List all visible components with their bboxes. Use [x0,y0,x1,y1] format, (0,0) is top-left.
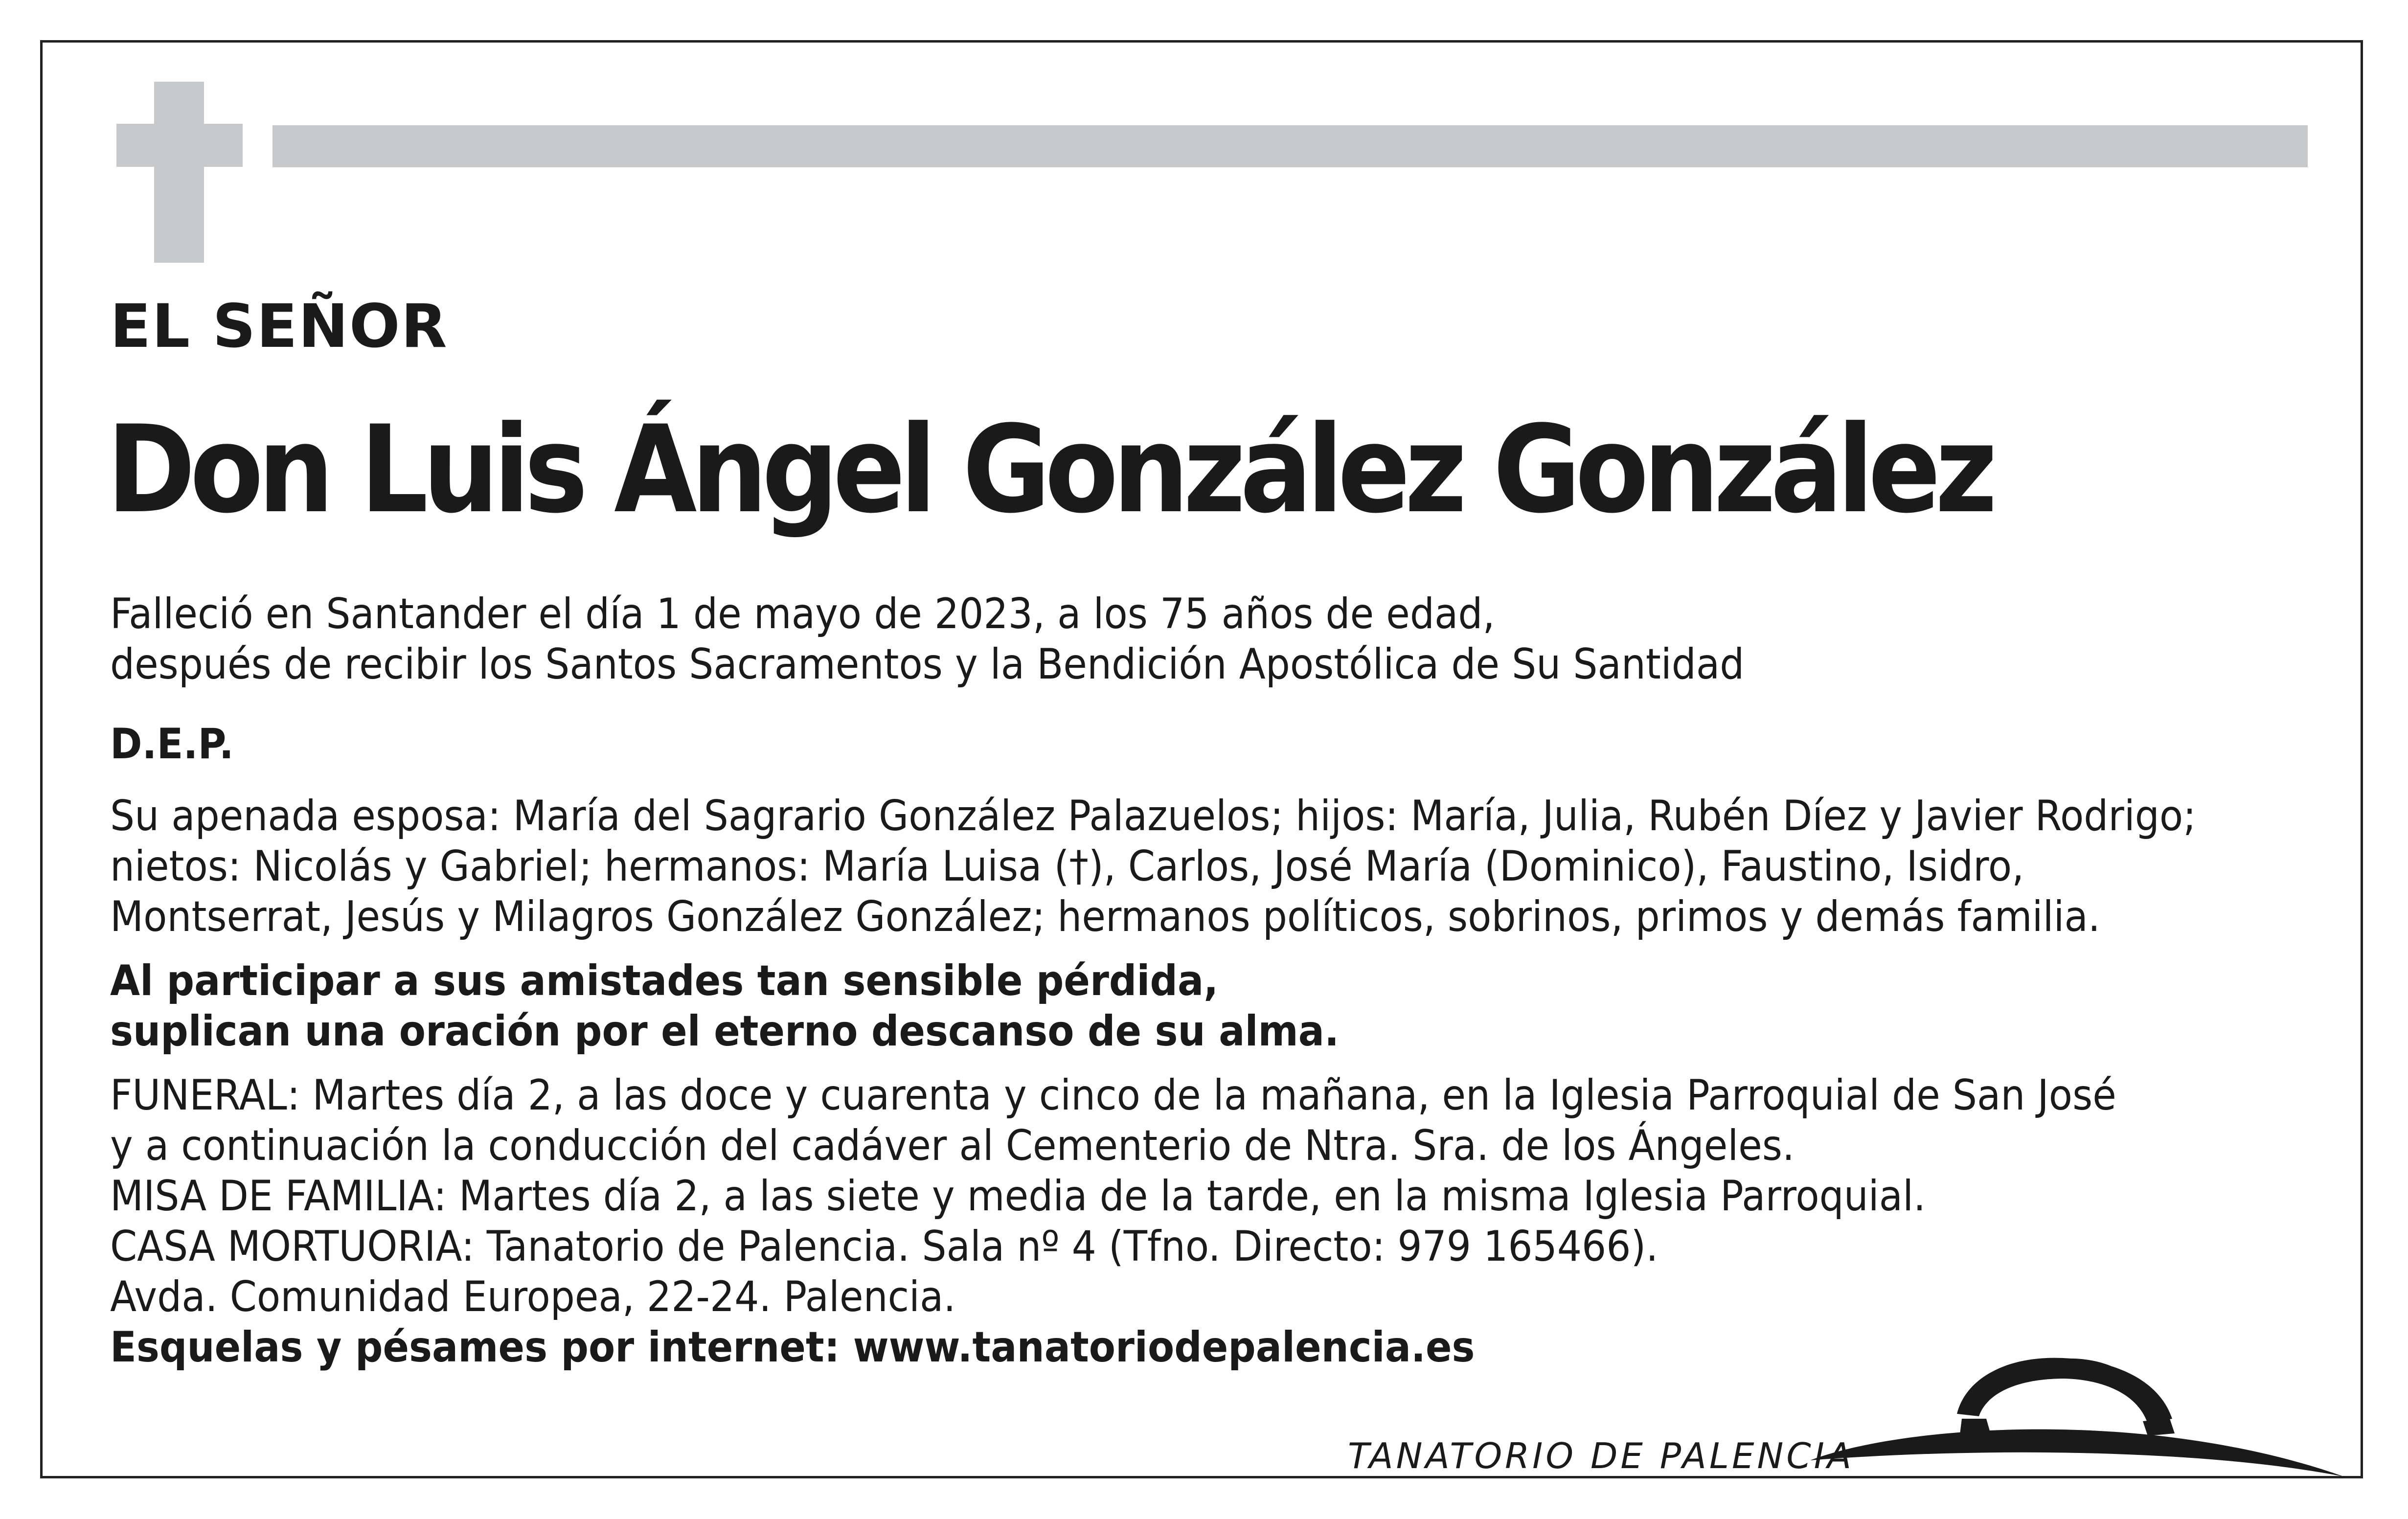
dep-label: D.E.P. [110,720,234,769]
death-notice-line-2: después de recibir los Santos Sacramentos y la Bendición Apostólica de Su Santidad [110,640,1745,689]
funeral-line: FUNERAL: Martes día 2, a las doce y cuarenta y cinco de la mañana, en la Iglesia Parroquial de San José [110,1071,2116,1120]
funeral-home-line: CASA MORTUORIA: Tanatorio de Palencia. Sala nº 4 (Tfno. Directo: 979 165466). [110,1222,1658,1271]
address-line: Avda. Comunidad Europea, 22-24. Palencia. [110,1272,956,1321]
deceased-name: Don Luis Ángel González González [107,400,1992,540]
family-line-1: Su apenada esposa: María del Sagrario González Palazuelos; hijos: María, Julia, Rubén Díez y Javier Rodrigo; [110,792,2196,840]
website-line: Esquelas y pésames por internet: www.tanatoriodepalencia.es [110,1323,1475,1372]
family-mass-line: MISA DE FAMILIA: Martes día 2, a las siete y media de la tarde, en la misma Iglesia Parroquial. [110,1172,1926,1221]
dome-building-icon [1810,1321,2343,1482]
family-line-3: Montserrat, Jesús y Milagros González González; hermanos políticos, sobrinos, primos y demás familia. [110,892,2100,941]
family-line-2: nietos: Nicolás y Gabriel; hermanos: María Luisa (†), Carlos, José María (Dominico), Faustino, Isidro, [110,842,2024,891]
conduction-line: y a continuación la conducción del cadáver al Cementerio de Ntra. Sra. de los Ángeles. [110,1121,1795,1170]
death-notice-line-1: Falleció en Santander el día 1 de mayo de 2023, a los 75 años de edad, [110,589,1495,638]
logo-text: TANATORIO DE PALENCIA [1348,1435,1855,1476]
request-line-1: Al participar a sus amistades tan sensible pérdida, [110,956,1219,1005]
honorific: EL SEÑOR [110,292,448,361]
request-line-2: suplican una oración por el eterno descanso de su alma. [110,1007,1340,1056]
header-rule [273,125,2308,167]
